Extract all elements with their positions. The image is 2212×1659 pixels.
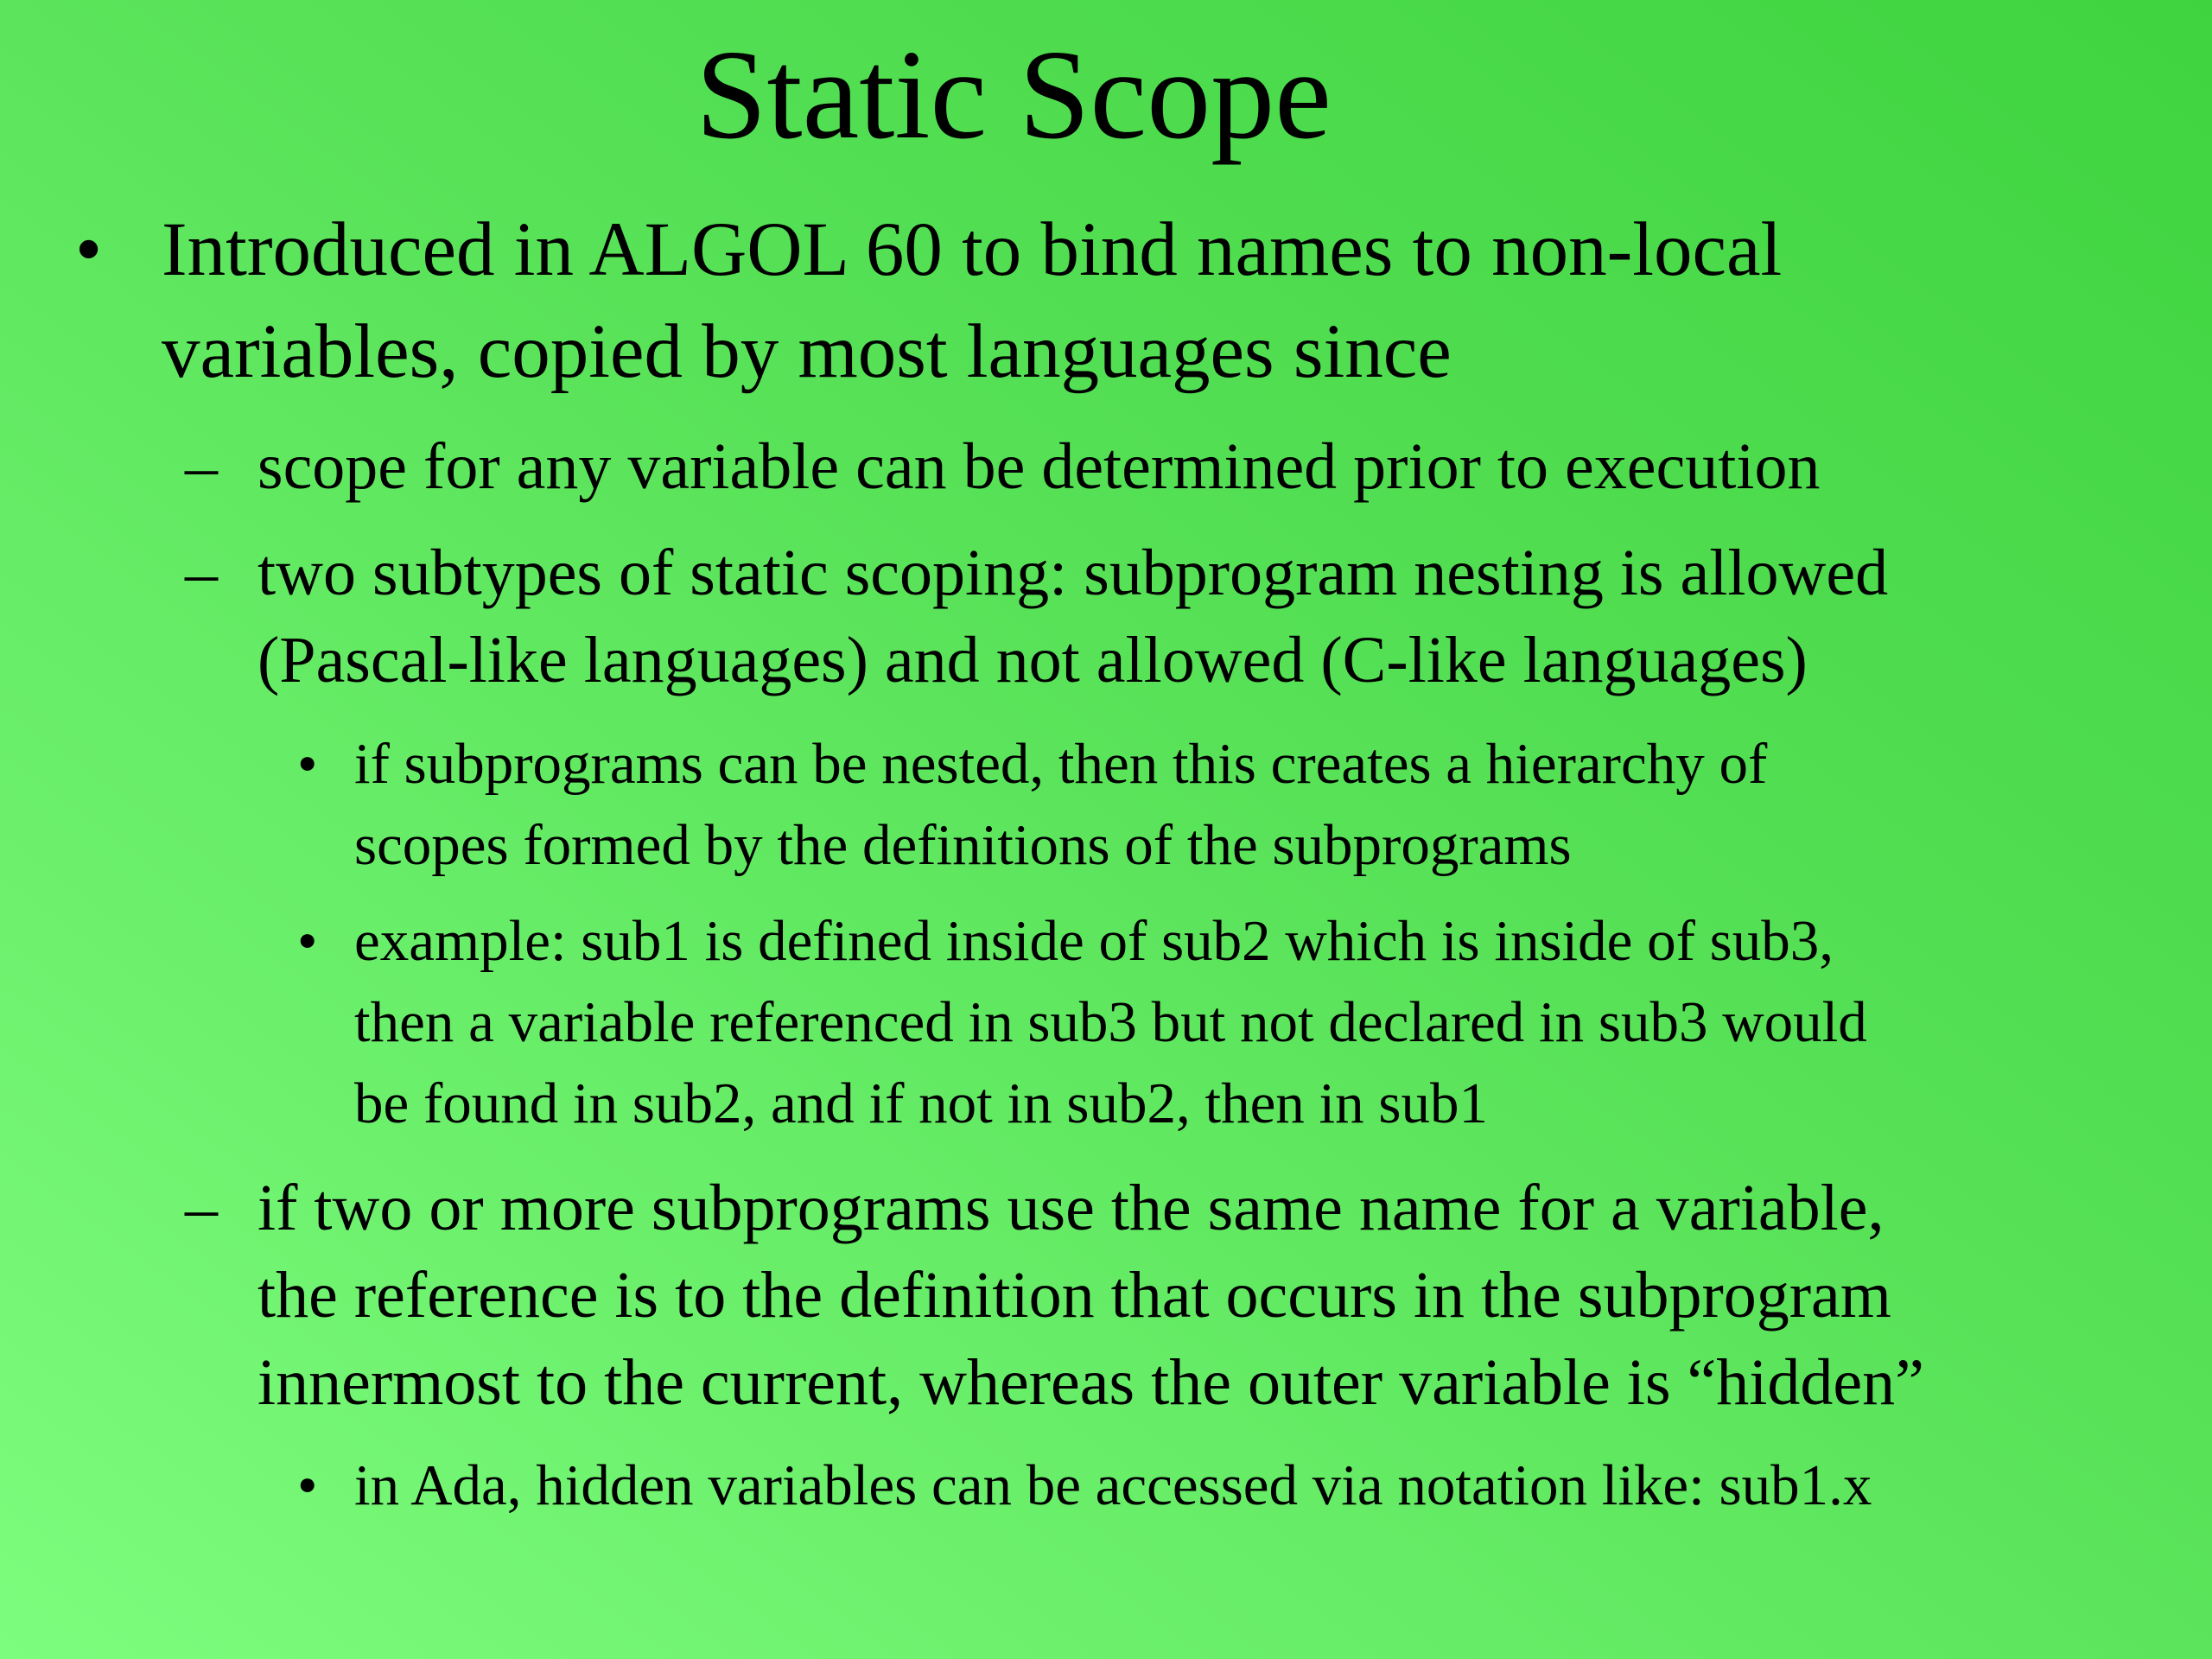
bullet-item-ada-notation [297, 1445, 1872, 1526]
bullet-marker: • [75, 207, 103, 292]
dash-marker: – [185, 537, 218, 609]
bullet-item-example [297, 900, 1867, 1144]
bullet-line: scope for any variable can be determined prior to execution [257, 430, 1821, 503]
bullet-line: scopes formed by the definitions of the subprograms [354, 813, 1572, 877]
bullet-line: Introduced in ALGOL 60 to bind names to non-local [162, 207, 1783, 292]
bullet-line: the reference is to the definition that occurs in the subprogram [257, 1259, 1891, 1332]
bullet-item-intro [75, 199, 1783, 403]
bullet-line: if two or more subprograms use the same name for a variable, [257, 1172, 1885, 1244]
slide-title: Static Scope [696, 24, 1332, 166]
bullet-marker: • [297, 909, 318, 973]
bullet-item-scope-determined [185, 423, 1821, 511]
bullet-line: if subprograms can be nested, then this creates a hierarchy of [354, 732, 1768, 796]
dash-marker: – [185, 1172, 218, 1244]
bullet-line: example: sub1 is defined inside of sub2 which is inside of sub3, [354, 909, 1834, 973]
bullet-line: two subtypes of static scoping: subprogram nesting is allowed [257, 537, 1889, 609]
bullet-line: be found in sub2, and if not in sub2, then in sub1 [354, 1071, 1488, 1135]
bullet-marker: • [297, 1453, 318, 1517]
bullet-line: innermost to the current, whereas the outer variable is “hidden” [257, 1346, 1924, 1419]
bullet-line: variables, copied by most languages since [162, 309, 1452, 394]
bullet-marker: • [297, 732, 318, 796]
bullet-item-nested-hierarchy [297, 723, 1768, 886]
bullet-item-two-subtypes [185, 530, 1889, 704]
bullet-line: in Ada, hidden variables can be accessed via notation like: sub1.x [354, 1453, 1872, 1517]
bullet-line: then a variable referenced in sub3 but not declared in sub3 would [354, 990, 1867, 1054]
dash-marker: – [185, 430, 218, 503]
bullet-line: (Pascal-like languages) and not allowed (C-like languages) [257, 624, 1808, 696]
bullet-item-hidden-variables [185, 1165, 1924, 1427]
